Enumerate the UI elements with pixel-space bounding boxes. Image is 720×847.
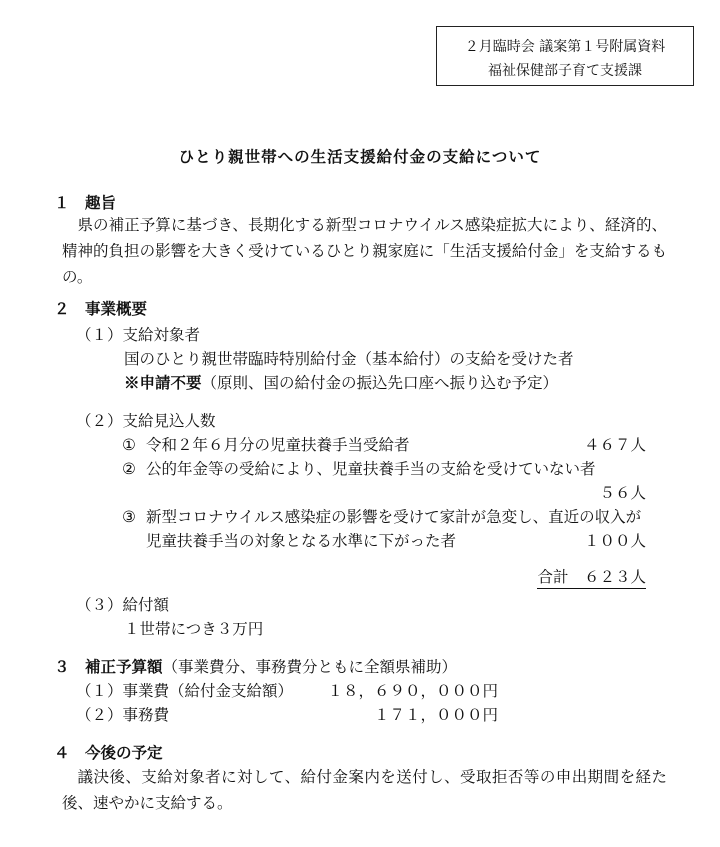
section2-heading: ２ 事業概要 [54, 299, 148, 318]
header-box-line1: ２月臨時会 議案第１号附属資料 [464, 39, 666, 55]
budget-row2-label: （２）事務費 [76, 706, 170, 724]
item1-mark: ① [122, 436, 136, 454]
document-title: ひとり親世帯への生活支援給付金の支給について [178, 147, 542, 166]
item3-mark: ③ [122, 508, 136, 526]
item1-text: 令和２年６月分の児童扶養手当受給者 [146, 436, 410, 454]
item1-count: ４６７人 [583, 436, 646, 454]
section3-heading-bold: ３ 補正予算額 [54, 657, 163, 676]
sub1-note [124, 374, 558, 393]
section1-heading: １ 趣旨 [54, 193, 117, 212]
sub1-note-bold: ※申請不要 [124, 373, 202, 392]
header-box [436, 26, 694, 86]
section3-heading-rest: （事業費分、事務費分ともに全額県補助） [162, 658, 458, 676]
section4-heading: ４ 今後の予定 [54, 743, 163, 762]
item3-text2: 児童扶養手当の対象となる水準に下がった者 [146, 532, 457, 550]
sub2-label: （２）支給見込人数 [76, 412, 216, 430]
item3-count: １００人 [583, 532, 646, 550]
section1-body: 県の補正予算に基づき、長期化する新型コロナウイルス感染症拡大により、経済的、精神的負担の影響を大きく受けているひとり親家庭に「生活支援給付金」を支給するもの。 [62, 216, 667, 286]
item2-text: 公的年金等の受給により、児童扶養手当の支給を受けていない者 [146, 460, 596, 478]
budget-row2-amount: １７１，０００円 [373, 706, 498, 724]
sub3-line1: １世帯につき３万円 [124, 620, 264, 638]
sub1-line1: 国のひとり親世帯臨時特別給付金（基本給付）の支給を受けた者 [124, 350, 574, 368]
item2-count: ５６人 [599, 484, 646, 502]
total-count: 合計 ６２３人 [537, 568, 646, 589]
sub1-note-rest: （原則、国の給付金の振込先口座へ振り込む予定） [201, 374, 559, 392]
header-box-line2: 福祉保健部子育て支援課 [488, 63, 642, 79]
sub3-label: （３）給付額 [76, 596, 170, 614]
item2-mark: ② [122, 460, 136, 478]
section3-heading [54, 658, 457, 677]
item3-text1: 新型コロナウイルス感染症の影響を受けて家計が急変し、直近の収入が [146, 508, 642, 526]
budget-row1-amount: １８，６９０，０００円 [327, 682, 498, 700]
sub1-label: （１）支給対象者 [76, 326, 201, 344]
budget-row1-label: （１）事業費（給付金支給額） [76, 682, 294, 700]
section4-body: 議決後、支給対象者に対して、給付金案内を送付し、受取拒否等の申出期間を経た後、速やかに支給する。 [62, 768, 667, 812]
